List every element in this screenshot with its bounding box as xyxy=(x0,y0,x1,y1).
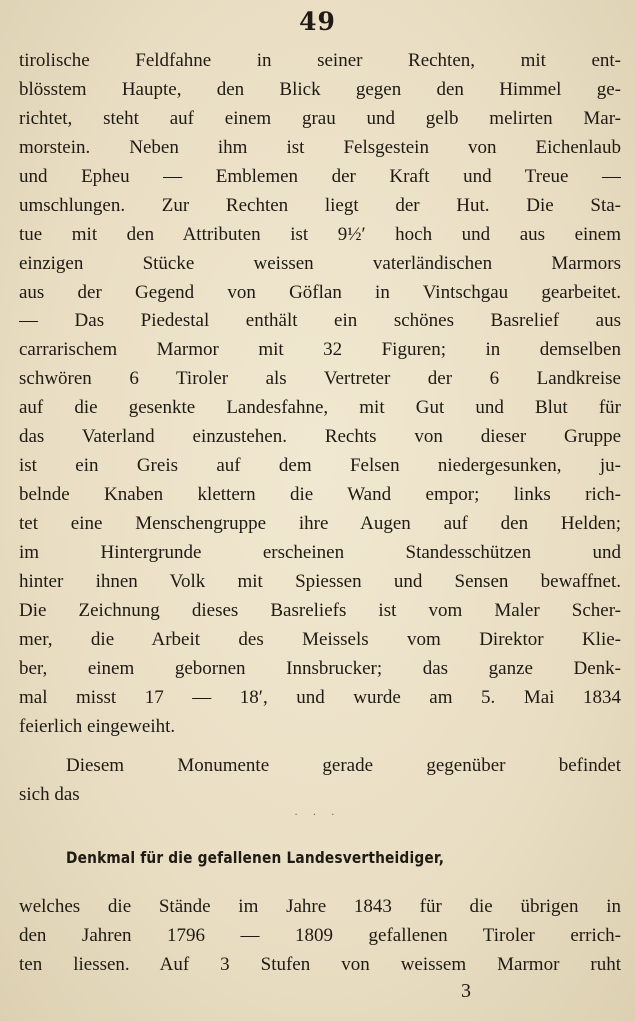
text-line: welches die Stände im Jahre 1843 für die übrigen in xyxy=(19,896,621,917)
text-line: schwören 6 Tiroler als Vertreter der 6 Landkreise xyxy=(19,368,621,390)
text-line: feierlich eingeweiht. xyxy=(19,715,176,737)
text-line: tirolische Feldfahne in seiner Rechten, mit ent- xyxy=(19,50,621,71)
text-line: einzigen Stücke weissen vaterländischen Marmors xyxy=(19,252,621,274)
paragraph-statue-description xyxy=(19,47,621,742)
page-number: 49 xyxy=(299,7,336,36)
text-line: richtet, steht auf einem grau und gelb melirten Mar- xyxy=(19,107,621,129)
text-line: carrarischem Marmor mit 32 Figuren; in demselben xyxy=(19,339,621,361)
text-line: auf die gesenkte Landesfahne, mit Gut und Blut für xyxy=(19,397,621,419)
text-line: blösstem Haupte, den Blick gegen den Himmel ge- xyxy=(19,78,621,100)
text-line: das Vaterland einzustehen. Rechts von dieser Gruppe xyxy=(19,426,621,448)
text-line: morstein. Neben ihm ist Felsgestein von Eichenlaub xyxy=(19,136,621,158)
text-line: Die Zeichnung dieses Basreliefs ist vom Maler Scher- xyxy=(19,599,621,621)
paragraph-opposite-monument xyxy=(19,752,621,810)
text-line: tet eine Menschengruppe ihre Augen auf den Helden; xyxy=(19,513,621,534)
text-line: im Hintergrunde erscheinen Standesschützen und xyxy=(19,541,621,563)
text-line: sich das xyxy=(19,783,80,805)
text-line: tue mit den Attributen ist 9½′ hoch und aus einem xyxy=(19,223,621,245)
text-line: aus der Gegend von Göflan in Vintschgau gearbeitet. xyxy=(19,281,621,303)
text-line: mer, die Arbeit des Meissels vom Direktor Klie- xyxy=(19,628,621,650)
text-line: ber, einem gebornen Innsbrucker; das ganze Denk- xyxy=(19,657,621,679)
text-line: Diesem Monumente gerade gegenüber befindet xyxy=(66,755,621,776)
text-line: — Das Piedestal enthält ein schönes Basrelief aus xyxy=(19,310,621,332)
text-line: hinter ihnen Volk mit Spiessen und Sensen bewaffnet. xyxy=(19,570,621,592)
ornament-dots: · · · xyxy=(294,810,341,821)
text-line: belnde Knaben klettern die Wand empor; links rich- xyxy=(19,484,621,506)
paragraph-fallen-defenders xyxy=(19,893,621,980)
text-line: ten liessen. Auf 3 Stufen von weissem Marmor ruht xyxy=(19,953,621,975)
signature-mark: 3 xyxy=(461,980,471,1002)
section-heading: Denkmal für die gefallenen Landesvertheidiger, xyxy=(66,848,445,867)
text-line: den Jahren 1796 — 1809 gefallenen Tiroler errich- xyxy=(19,924,621,946)
text-line: mal misst 17 — 18′, und wurde am 5. Mai 1834 xyxy=(19,686,621,708)
text-line: ist ein Greis auf dem Felsen niedergesunken, ju- xyxy=(19,455,621,477)
text-line: umschlungen. Zur Rechten liegt der Hut. Die Sta- xyxy=(19,194,621,216)
text-line: und Epheu — Emblemen der Kraft und Treue — xyxy=(19,165,621,187)
